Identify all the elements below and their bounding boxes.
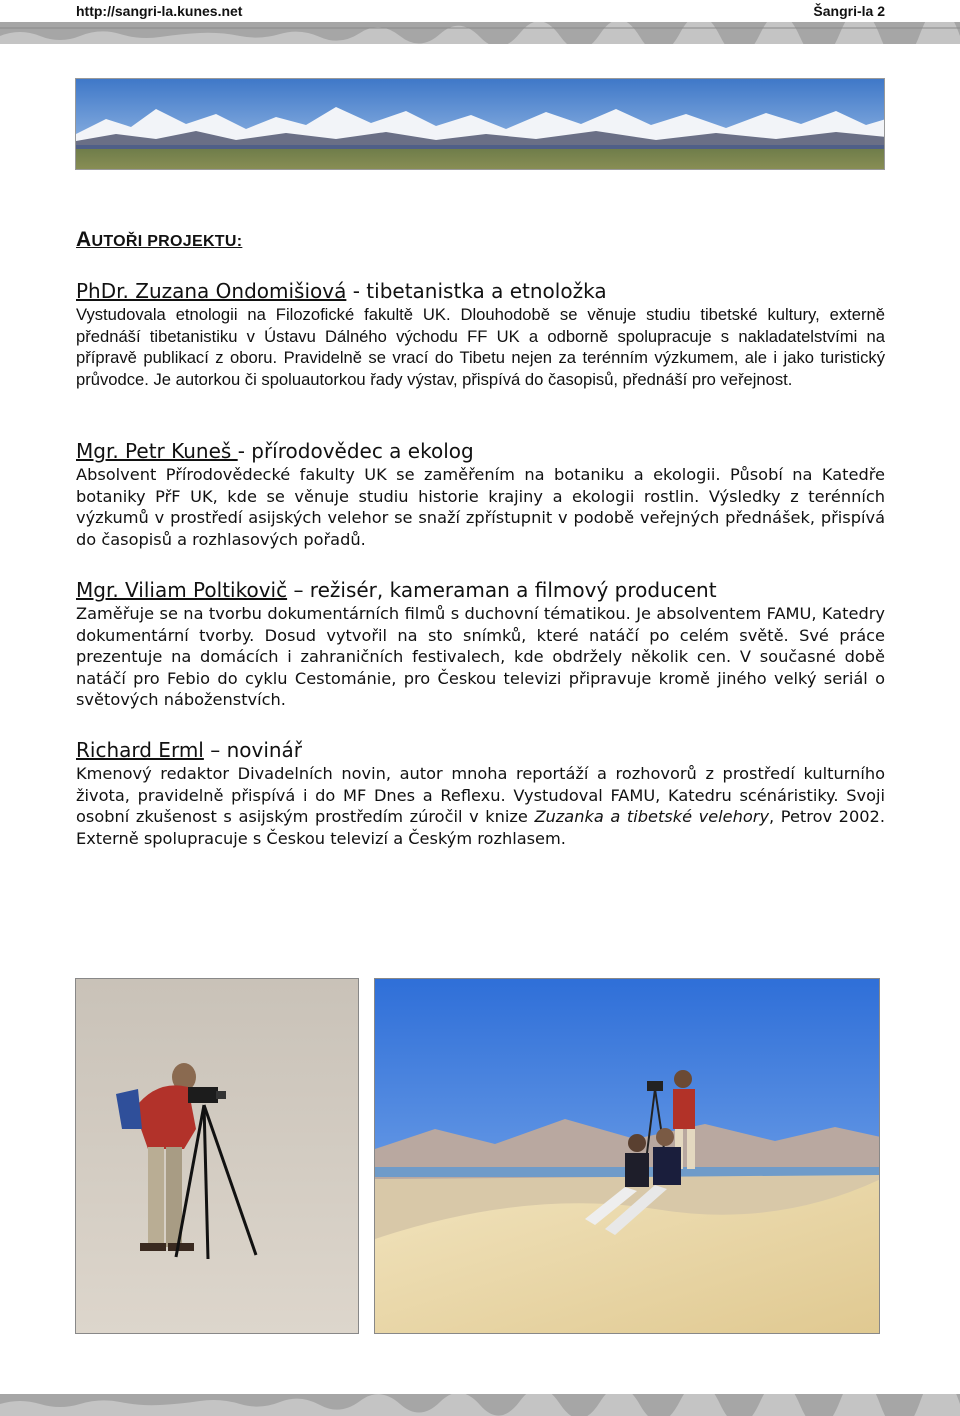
photo-sand-dunes-group xyxy=(374,978,880,1334)
bottom-decorative-stripe xyxy=(0,1394,960,1416)
heading-initial: A xyxy=(76,228,92,251)
author-block-kunes xyxy=(76,438,885,550)
top-decorative-stripe xyxy=(0,22,960,44)
author-bio: Zaměřuje se na tvorbu dokumentárních filmů s duchovní tématikou. Je absolventem FAMU, Katedry dokumentární tvorby. Dosud vytvořil na sto snímků, které natáčí po celém světě. Své práce prezentuje na domácích i zahraničních festivalech, kde obdržely několik cen. V současné době natáčí pro Febio do cyklu Cestománie, pro Českou televizi připravuje kromě jiného velký seriál o světových náboženstvích. xyxy=(76,604,885,710)
page-header xyxy=(0,0,960,22)
author-block-ondomisiova xyxy=(76,278,885,390)
header-url[interactable]: http://sangri-la.kunes.net xyxy=(76,3,243,19)
author-name: Richard Erml xyxy=(76,738,204,762)
author-name-line xyxy=(76,737,885,763)
author-block-poltikovic xyxy=(76,577,885,711)
author-role: – režisér, kameraman a filmový producent xyxy=(287,578,717,602)
author-bio-part-a: Kmenový redaktor Divadelních novin, autor mnoha reportáží a rozhovorů z prostředí kulturního života, pravidelně přispívá i do MF Dnes a Reflexu. Vystudoval FAMU, Katedru scénáristiky. Svoji osobní zkušenost s asijským prostředím zúročil v knize xyxy=(76,764,885,827)
author-block-erml xyxy=(76,737,885,849)
author-name: PhDr. Zuzana Ondomišiová xyxy=(76,279,347,303)
author-name-line xyxy=(76,438,885,464)
author-role: - přírodovědec a ekolog xyxy=(237,439,474,463)
author-name-line xyxy=(76,577,885,603)
author-bio-part-b: , Petrov 2002. Externě spolupracuje s Českou televizí a Českým rozhlasem. xyxy=(76,807,885,848)
author-role: - tibetanistka a etnoložka xyxy=(346,279,607,303)
author-name: Mgr. Viliam Poltikovič xyxy=(76,578,288,602)
header-title: Šangri-la 2 xyxy=(813,3,885,19)
book-title: Zuzanka a tibetské velehory xyxy=(534,807,770,827)
banner-mountain-image xyxy=(75,78,885,170)
author-bio: Absolvent Přírodovědecké fakulty UK se zaměřením na botaniku a ekologii. Působí na Katedře botaniky PřF UK, kde se věnuje studiu historie krajiny a ekologii rostlin. Výsledky z terénních výzkumů v prostředí asijských velehor se snaží zpřístupnit v podobě veřejných přednášek, přispívá do časopisů a rozhlasových pořadů. xyxy=(76,465,885,549)
photo-cameraman xyxy=(75,978,359,1334)
author-name: Mgr. Petr Kuneš xyxy=(76,439,238,463)
author-role: – novinář xyxy=(203,738,303,762)
author-name-line xyxy=(76,278,885,304)
author-bio: Vystudovala etnologii na Filozofické fakultě UK. Dlouhodobě se věnuje studiu tibetské kultury, externě přednáší tibetanistiku v Ústavu Dálného východu FF UK a odborně spolupracuje s nakladatelstvími na přípravě publikací z oboru. Pravidelně se vrací do Tibetu nejen za terénním výzkumem, ale i jako turistický průvodce. Je autorkou či spoluautorkou řady výstav, přispívá do časopisů, přednáší pro veřejnost. xyxy=(76,305,885,389)
author-bio xyxy=(76,763,885,849)
heading-rest: UTOŘI PROJEKTU: xyxy=(91,233,243,250)
section-heading xyxy=(76,228,242,252)
